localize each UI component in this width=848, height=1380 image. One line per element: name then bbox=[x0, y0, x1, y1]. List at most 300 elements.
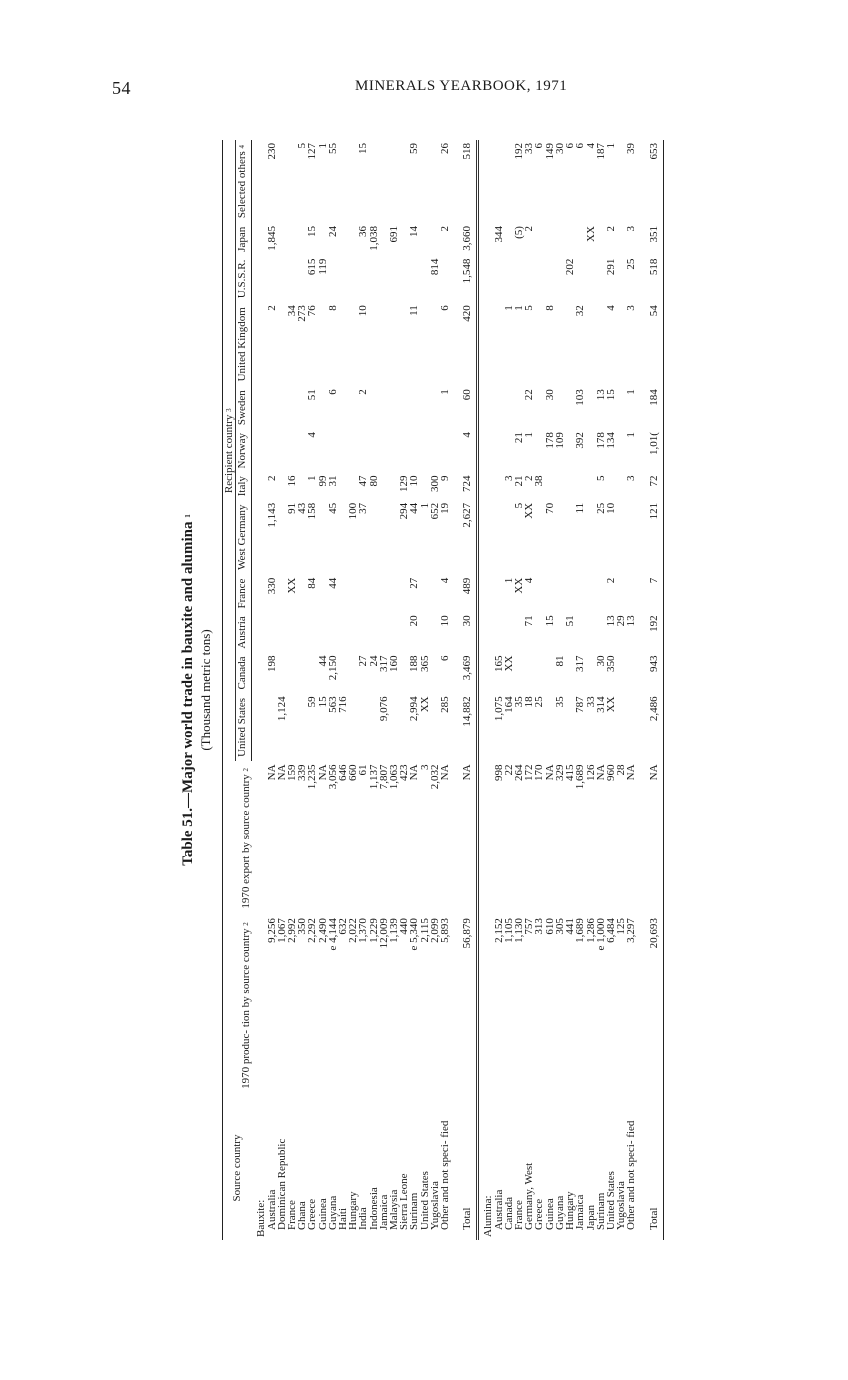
value-cell: 30 bbox=[543, 389, 556, 401]
value-cell: 129 bbox=[398, 475, 411, 492]
header-recipient-sweden bbox=[236, 386, 252, 429]
value-cell bbox=[575, 612, 585, 652]
value-cell: 45 bbox=[326, 502, 339, 514]
value-cell: 24 bbox=[326, 226, 339, 238]
value-cell: 285 bbox=[439, 696, 452, 713]
value-cell bbox=[348, 612, 358, 652]
value-cell: 56,879 bbox=[461, 918, 474, 949]
value-cell bbox=[420, 140, 430, 223]
value-cell: 2,486 bbox=[647, 696, 660, 722]
value-cell: 158 bbox=[306, 502, 319, 520]
value-cell bbox=[504, 256, 514, 303]
value-cell: 11 bbox=[574, 502, 587, 514]
value-cell: 15 bbox=[357, 143, 370, 154]
value-cell: 1,075 bbox=[492, 696, 505, 722]
value-cell: 2,115 bbox=[418, 918, 431, 943]
value-cell: 25 bbox=[594, 502, 607, 514]
country-cell: Australia bbox=[265, 1189, 278, 1230]
value-cell: 15 bbox=[604, 389, 617, 401]
value-cell bbox=[348, 575, 358, 613]
value-cell: 109 bbox=[553, 432, 566, 449]
country-cell: Germany, West bbox=[523, 1162, 536, 1230]
value-cell bbox=[586, 575, 596, 613]
header-recipient-japan bbox=[236, 223, 252, 256]
value-cell: 100 bbox=[347, 502, 360, 520]
value-cell: 1 bbox=[625, 432, 638, 438]
value-cell: 9,256 bbox=[265, 918, 278, 943]
value-cell bbox=[409, 256, 419, 303]
value-cell bbox=[379, 256, 389, 303]
value-cell bbox=[297, 653, 307, 694]
value-cell bbox=[297, 612, 307, 652]
value-cell: 5 bbox=[523, 305, 536, 311]
value-cell bbox=[328, 612, 338, 652]
value-cell: 2,292 bbox=[306, 918, 319, 943]
value-cell: 5 bbox=[594, 475, 607, 481]
value-cell bbox=[555, 302, 565, 386]
value-cell: 14,882 bbox=[461, 696, 474, 727]
value-cell bbox=[420, 575, 430, 613]
value-cell bbox=[565, 472, 575, 499]
value-cell bbox=[555, 575, 565, 613]
value-cell: NA bbox=[625, 764, 638, 781]
value-cell bbox=[409, 386, 419, 429]
value-cell: 1,137 bbox=[367, 764, 380, 790]
country-cell: Other and not speci- fied bbox=[625, 1120, 638, 1230]
table-caption bbox=[178, 140, 214, 1240]
country-cell: France bbox=[513, 1200, 526, 1230]
value-cell: 29 bbox=[615, 615, 628, 627]
value-cell bbox=[494, 500, 504, 575]
value-cell bbox=[348, 256, 358, 303]
value-cell: 54 bbox=[647, 305, 660, 317]
header-recipient-selected-others bbox=[236, 140, 252, 223]
value-cell: 716 bbox=[337, 696, 350, 713]
value-cell: 159 bbox=[286, 764, 299, 781]
value-cell bbox=[534, 256, 544, 303]
value-cell: 59 bbox=[306, 696, 319, 708]
value-cell bbox=[277, 223, 287, 256]
value-cell bbox=[494, 302, 504, 386]
value-cell bbox=[504, 386, 514, 429]
value-cell bbox=[494, 612, 504, 652]
value-cell bbox=[277, 653, 287, 694]
value-cell bbox=[379, 500, 389, 575]
value-cell: 15 bbox=[306, 226, 319, 238]
table-title-text: Table 51.—Major world trade in bauxite and alumina bbox=[180, 521, 196, 866]
value-cell: 121 bbox=[647, 502, 660, 520]
value-cell: 61 bbox=[357, 764, 370, 776]
value-cell: 59 bbox=[408, 143, 421, 154]
value-cell bbox=[369, 429, 379, 472]
value-cell: 610 bbox=[543, 918, 556, 935]
country-cell: Guinea bbox=[316, 1198, 329, 1230]
value-cell bbox=[616, 500, 626, 575]
header-recipient-label: Canada bbox=[236, 656, 249, 690]
value-cell: 35 bbox=[553, 696, 566, 708]
header-recipient-group bbox=[223, 140, 236, 761]
value-cell: 615 bbox=[306, 258, 319, 276]
value-cell bbox=[440, 256, 450, 303]
table-row bbox=[338, 140, 348, 1240]
value-cell bbox=[267, 256, 277, 303]
value-cell: 2 bbox=[439, 226, 452, 232]
value-cell: 5 bbox=[296, 143, 309, 149]
value-cell: NA bbox=[316, 764, 329, 781]
value-cell bbox=[534, 653, 544, 694]
table-row bbox=[524, 140, 534, 1240]
value-cell: XX bbox=[502, 655, 515, 672]
value-cell: 3 bbox=[625, 226, 638, 232]
value-cell: XX bbox=[418, 696, 431, 713]
value-cell: 1 bbox=[513, 305, 526, 311]
header-recipient-label: U.S.S.R. bbox=[236, 259, 249, 299]
value-cell bbox=[307, 612, 317, 652]
value-cell: 70 bbox=[543, 502, 556, 514]
value-cell bbox=[267, 429, 277, 472]
value-cell: 37 bbox=[357, 502, 370, 514]
value-cell: 6 bbox=[439, 305, 452, 311]
value-cell: 1,038 bbox=[367, 226, 380, 251]
value-cell bbox=[338, 302, 348, 386]
value-cell bbox=[616, 653, 626, 694]
header-export-text: 1970 export by source country bbox=[239, 774, 252, 909]
table-row bbox=[358, 140, 368, 1240]
value-cell: e 4,144 bbox=[326, 918, 339, 951]
value-cell bbox=[545, 472, 555, 499]
value-cell: 126 bbox=[584, 764, 597, 781]
value-cell: 757 bbox=[523, 918, 536, 935]
value-cell: 3,469 bbox=[461, 655, 474, 681]
value-cell: 1,124 bbox=[275, 696, 288, 722]
value-cell: 16 bbox=[286, 475, 299, 487]
value-cell bbox=[534, 223, 544, 256]
table-row bbox=[555, 140, 565, 1240]
value-cell: 563 bbox=[326, 696, 339, 713]
value-cell: 294 bbox=[398, 502, 411, 520]
value-cell: 51 bbox=[306, 389, 319, 401]
value-cell: 440 bbox=[398, 918, 411, 935]
value-cell: 3,660 bbox=[461, 226, 474, 251]
value-cell: 160 bbox=[388, 655, 401, 673]
value-cell bbox=[504, 612, 514, 652]
value-cell bbox=[369, 256, 379, 303]
value-cell: 38 bbox=[533, 475, 546, 487]
header-recipient-united-kingdom bbox=[236, 302, 252, 386]
value-cell bbox=[287, 612, 297, 652]
value-cell: 1,067 bbox=[275, 918, 288, 943]
value-cell: 787 bbox=[574, 696, 587, 713]
value-cell bbox=[369, 500, 379, 575]
header-recipient-label: France bbox=[236, 578, 249, 609]
alumina-section-label: Alumina: bbox=[482, 1195, 495, 1237]
value-cell: 317 bbox=[377, 655, 390, 673]
value-cell: 3 bbox=[625, 305, 638, 311]
spacer-cell bbox=[637, 140, 645, 1240]
value-cell: 317 bbox=[574, 655, 587, 673]
value-cell bbox=[596, 302, 606, 386]
value-cell: NA bbox=[647, 764, 660, 781]
value-cell: XX bbox=[286, 577, 299, 594]
value-cell bbox=[575, 575, 585, 613]
table-row bbox=[409, 140, 419, 1240]
value-cell: 178 bbox=[594, 432, 607, 449]
header-recipient-label: Sweden bbox=[236, 390, 249, 426]
country-cell: Guinea bbox=[543, 1198, 556, 1230]
value-cell bbox=[534, 575, 544, 613]
table-row bbox=[389, 140, 399, 1240]
value-cell bbox=[534, 302, 544, 386]
value-cell bbox=[389, 140, 399, 223]
value-cell: 4 bbox=[439, 577, 452, 584]
value-cell: 72 bbox=[647, 475, 660, 487]
value-cell bbox=[369, 612, 379, 652]
value-cell bbox=[514, 256, 524, 303]
value-cell bbox=[287, 429, 297, 472]
value-cell bbox=[626, 575, 636, 613]
header-recipient-label: Austria bbox=[236, 616, 249, 649]
value-cell: 198 bbox=[265, 655, 278, 673]
value-cell bbox=[420, 429, 430, 472]
value-cell: 5 bbox=[513, 502, 526, 509]
header-recipient-label: Norway bbox=[236, 433, 249, 469]
country-cell: France bbox=[286, 1200, 299, 1230]
country-cell: India bbox=[357, 1207, 370, 1230]
value-cell: 691 bbox=[388, 226, 401, 243]
value-cell: 9,076 bbox=[377, 696, 390, 722]
table-row bbox=[586, 140, 596, 1240]
value-cell: 81 bbox=[553, 655, 566, 667]
value-cell: 4 bbox=[523, 577, 536, 584]
value-cell bbox=[389, 302, 399, 386]
value-cell: 13 bbox=[625, 615, 638, 627]
value-cell: 415 bbox=[564, 764, 577, 781]
value-cell: 21 bbox=[513, 432, 526, 444]
value-cell: 192 bbox=[513, 143, 526, 160]
rotated-table-region bbox=[178, 140, 786, 1240]
value-cell: 51 bbox=[564, 615, 577, 627]
value-cell bbox=[277, 256, 287, 303]
value-cell bbox=[399, 386, 409, 429]
value-cell: 1 bbox=[306, 475, 319, 481]
value-cell: 13 bbox=[604, 615, 617, 627]
value-cell: 264 bbox=[513, 764, 526, 781]
value-cell bbox=[287, 140, 297, 223]
header-recipient-note: 3 bbox=[225, 408, 233, 412]
value-cell: 365 bbox=[418, 655, 431, 673]
value-cell bbox=[616, 693, 626, 761]
table-title bbox=[178, 140, 198, 1240]
country-cell: Yugoslavia bbox=[615, 1181, 628, 1230]
table-row bbox=[545, 140, 555, 1240]
value-cell bbox=[575, 256, 585, 303]
value-cell bbox=[555, 223, 565, 256]
value-cell: 2 bbox=[604, 226, 617, 232]
value-cell bbox=[338, 386, 348, 429]
country-cell: Total bbox=[647, 1207, 660, 1230]
alumina-body bbox=[478, 140, 663, 1240]
country-cell: Greece bbox=[306, 1198, 319, 1230]
table-row bbox=[307, 140, 317, 1240]
country-cell: Dominican Republic bbox=[275, 1138, 288, 1230]
value-cell: 392 bbox=[574, 432, 587, 449]
value-cell bbox=[389, 693, 399, 761]
value-cell bbox=[379, 140, 389, 223]
value-cell bbox=[379, 612, 389, 652]
value-cell: 60 bbox=[461, 389, 474, 401]
value-cell: NA bbox=[439, 764, 452, 781]
value-cell: 305 bbox=[553, 918, 566, 935]
value-cell bbox=[287, 223, 297, 256]
value-cell: 33 bbox=[523, 143, 536, 154]
value-cell: 15 bbox=[543, 615, 556, 627]
country-cell: Malaysia bbox=[388, 1189, 401, 1230]
value-cell: 11 bbox=[408, 305, 421, 316]
value-cell: 10 bbox=[604, 502, 617, 514]
value-cell bbox=[409, 429, 419, 472]
value-cell bbox=[358, 575, 368, 613]
value-cell: 192 bbox=[647, 615, 660, 632]
value-cell bbox=[389, 386, 399, 429]
value-cell bbox=[267, 386, 277, 429]
value-cell bbox=[338, 612, 348, 652]
table-row bbox=[575, 140, 585, 1240]
table-unit: (Thousand metric tons) bbox=[198, 629, 213, 751]
value-cell: XX bbox=[584, 226, 597, 242]
value-cell: 44 bbox=[326, 577, 339, 589]
header-recipient-label: Selected others bbox=[236, 151, 249, 219]
value-cell: 119 bbox=[316, 258, 329, 275]
value-cell bbox=[494, 140, 504, 223]
country-cell: Surinam bbox=[594, 1192, 607, 1230]
header-recipient-group-text: Recipient country bbox=[223, 414, 235, 494]
value-cell bbox=[565, 223, 575, 256]
table-row bbox=[626, 140, 636, 1240]
value-cell: 660 bbox=[347, 764, 360, 781]
value-cell: 1,689 bbox=[574, 918, 587, 943]
value-cell: 2,994 bbox=[408, 696, 421, 722]
value-cell: 2 bbox=[265, 475, 278, 481]
value-cell: 43 bbox=[296, 502, 309, 514]
header-recipient-canada bbox=[236, 653, 252, 694]
value-cell bbox=[277, 612, 287, 652]
value-cell bbox=[348, 429, 358, 472]
value-cell: 423 bbox=[398, 764, 411, 781]
value-cell: 4 bbox=[584, 143, 597, 149]
value-cell: XX bbox=[513, 577, 526, 594]
value-cell: 22 bbox=[523, 389, 536, 401]
value-cell bbox=[575, 223, 585, 256]
value-cell: 84 bbox=[306, 577, 319, 589]
value-cell bbox=[616, 302, 626, 386]
value-cell: 47 bbox=[357, 475, 370, 487]
value-cell: 27 bbox=[357, 655, 370, 667]
value-cell bbox=[626, 693, 636, 761]
value-cell bbox=[277, 386, 287, 429]
value-cell: 10 bbox=[408, 475, 421, 487]
table-row bbox=[606, 140, 616, 1240]
running-head: MINERALS YEARBOOK, 1971 bbox=[355, 78, 568, 94]
value-cell: e 5,340 bbox=[408, 918, 421, 951]
value-cell bbox=[420, 302, 430, 386]
value-cell bbox=[358, 429, 368, 472]
value-cell: 314 bbox=[594, 696, 607, 713]
value-cell: 4 bbox=[604, 305, 617, 311]
value-cell bbox=[420, 612, 430, 652]
value-cell: 149 bbox=[543, 143, 556, 160]
value-cell: 351 bbox=[647, 226, 660, 243]
value-cell: 20 bbox=[408, 615, 421, 627]
value-cell: 28 bbox=[615, 764, 628, 776]
value-cell: NA bbox=[594, 764, 607, 781]
header-export-note: 2 bbox=[241, 767, 250, 772]
value-cell: (5) bbox=[513, 226, 526, 239]
value-cell: 653 bbox=[647, 143, 660, 160]
value-cell: 187 bbox=[594, 143, 607, 160]
header-recipient-label: United Kingdom bbox=[236, 307, 249, 382]
value-cell: 1 bbox=[502, 577, 515, 584]
value-cell bbox=[379, 429, 389, 472]
value-cell: 170 bbox=[533, 764, 546, 781]
value-cell bbox=[379, 386, 389, 429]
header-recipient-u-s-s-r bbox=[236, 256, 252, 303]
value-cell: 724 bbox=[461, 475, 474, 492]
spacer-row bbox=[637, 140, 645, 1240]
value-cell: 165 bbox=[492, 655, 505, 673]
value-cell: 202 bbox=[564, 258, 577, 276]
value-cell: 518 bbox=[647, 258, 660, 276]
value-cell: 34 bbox=[286, 305, 299, 317]
value-cell: 2,022 bbox=[347, 918, 360, 943]
table-row bbox=[369, 140, 379, 1240]
value-cell: 1,139 bbox=[388, 918, 401, 943]
bauxite-total-row bbox=[458, 140, 478, 1240]
value-cell: 8 bbox=[543, 305, 556, 311]
value-cell: 960 bbox=[604, 764, 617, 781]
value-cell bbox=[328, 256, 338, 303]
value-cell: XX bbox=[604, 696, 617, 713]
value-cell bbox=[514, 653, 524, 694]
value-cell: 1,130 bbox=[513, 918, 526, 943]
value-cell bbox=[328, 429, 338, 472]
value-cell: 9 bbox=[439, 475, 452, 481]
value-cell: 7,807 bbox=[377, 764, 390, 790]
value-cell bbox=[277, 140, 287, 223]
country-cell: Jamaica bbox=[377, 1194, 390, 1230]
value-cell: 44 bbox=[316, 655, 329, 667]
value-cell: 76 bbox=[306, 305, 319, 317]
value-cell: NA bbox=[275, 764, 288, 781]
value-cell: 36 bbox=[357, 226, 370, 238]
value-cell bbox=[586, 612, 596, 652]
value-cell: 2,152 bbox=[492, 918, 505, 943]
value-cell bbox=[358, 256, 368, 303]
value-cell: 15 bbox=[316, 696, 329, 708]
country-cell: Greece bbox=[533, 1198, 546, 1230]
value-cell: 3,297 bbox=[625, 918, 638, 943]
value-cell bbox=[338, 429, 348, 472]
value-cell: 178 bbox=[543, 432, 556, 449]
value-cell: 10 bbox=[357, 305, 370, 317]
header-others-note: 4 bbox=[238, 144, 247, 149]
spacer-cell bbox=[450, 140, 458, 1240]
value-cell bbox=[494, 386, 504, 429]
value-cell: 19 bbox=[439, 502, 452, 514]
country-cell: Surinam bbox=[408, 1192, 421, 1230]
value-cell: 1 bbox=[418, 502, 431, 509]
value-cell: NA bbox=[461, 764, 474, 781]
value-cell: 33 bbox=[584, 696, 597, 708]
